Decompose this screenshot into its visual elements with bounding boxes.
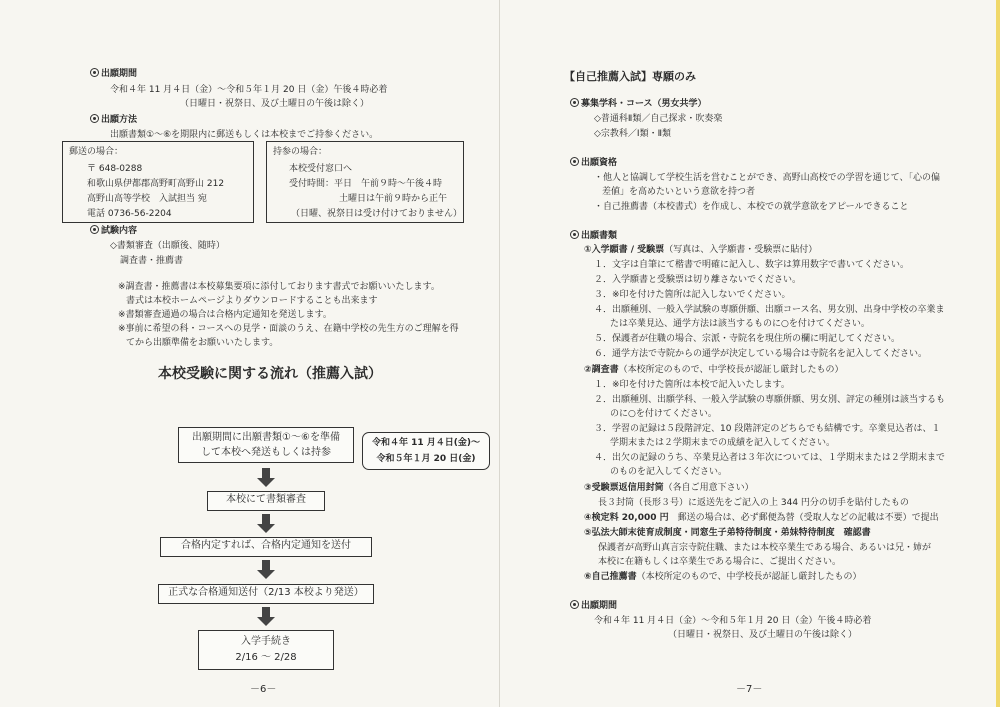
date-callout	[362, 432, 490, 470]
bullet-icon	[90, 114, 99, 123]
doc5-line-1: 保護者が高野山真言宗寺院住職、または本校卒業生である場合、あるいは兄・姉が	[598, 543, 932, 553]
apply-line1: ・他人と協調して学校生活を営むことができ、高野山高校での学習を通じて、「心の偏	[594, 173, 940, 183]
flow-step-5a: 入学手続き	[241, 636, 291, 647]
doc1-line-6: ５．保護者が住職の場合、宗派・寺院名を現住所の欄に明記してください。	[594, 334, 901, 344]
mail-phone: 電話 0736-56-2204	[87, 209, 172, 219]
bring-line4: （日曜、祝祭日は受け付けておりません）	[291, 209, 463, 219]
doc2-line-3: のに○を付けてください。	[610, 409, 717, 419]
doc5-line-2: 本校に在籍もしくは卒業生である場合に、ご提出ください。	[598, 557, 842, 567]
exam-line2: 調査書・推薦書	[120, 256, 184, 266]
mail-address: 和歌山県伊都郡高野町高野山 212	[87, 179, 225, 189]
doc2-line-5: 学期末または２学期末までの成績を記入してください。	[610, 438, 836, 448]
bring-line2: 受付時間：平日 午前９時～午後４時	[289, 179, 443, 189]
bullet-icon	[90, 68, 99, 77]
courses-line2: ◇宗教科／Ⅰ類・Ⅱ類	[594, 129, 672, 139]
right-page	[500, 0, 1000, 707]
exam-line1: ◇書類審査（出願後、随時）	[110, 241, 225, 251]
note-2: 書式は本校ホームページよりダウンロードすることも出来ます	[126, 296, 378, 306]
doc1-line-1: １．文字は自筆にて楷書で明確に記入し、数字は算用数字で書いてください。	[594, 260, 910, 270]
flow-title: 本校受験に関する流れ（推薦入試）	[158, 366, 382, 382]
apply-heading: 出願資格	[570, 157, 617, 169]
apply-line3: ・自己推薦書（本校書式）を作成し、本校での就学意欲をアピールできること	[594, 202, 909, 212]
doc1-line-4: ４．出願種別、一般入学試験の専願併願、出願コース名、男女別、出身中学校の卒業ま	[594, 305, 945, 315]
bullet-icon	[570, 157, 579, 166]
bring-title: 持参の場合：	[273, 147, 328, 157]
courses-heading: 募集学科・コース（男女共学）	[570, 98, 707, 110]
mail-title: 郵送の場合：	[69, 147, 124, 157]
period-line: 令和４年 11 月４日（金）～令和５年１月 20 日（金）午後４時必着	[110, 85, 388, 95]
period-heading: 出願期間	[90, 68, 137, 80]
mail-recipient: 高野山高等学校 入試担当 宛	[87, 194, 207, 204]
flow-step-1a: 出願期間に出願書類①～⑥を準備	[192, 432, 340, 443]
doc-item-2: ②調査書（本校所定のもので、中学校長が認証し厳封したもの）	[584, 365, 844, 375]
docs-heading: 出願書類	[570, 230, 617, 242]
page-number-left: －6－	[250, 684, 277, 695]
doc-item-3: ③受験票返信用封筒（各自ご用意下さい）	[584, 483, 754, 493]
flow-step-1b: して本校へ発送もしくは持参	[201, 447, 331, 458]
right-period-heading: 出願期間	[570, 600, 617, 612]
callout-line-1: 令和４年 11 月４日(金)～	[371, 438, 481, 448]
note-5: てから出願準備をお願いいたします。	[126, 338, 279, 348]
bring-box	[266, 141, 464, 223]
apply-line2: 差値」を高めたいという意欲を持つ者	[602, 187, 756, 197]
doc1-line-5: たは卒業見込、通学方法は該当するものに○を付けてください。	[610, 319, 870, 329]
bullet-icon	[570, 600, 579, 609]
doc-item-6: ⑥自己推薦書（本校所定のもので、中学校長が認証し厳封したもの）	[584, 572, 862, 582]
flow-step-5b: 2/16 ～ 2/28	[235, 652, 297, 663]
exam-heading: 試験内容	[90, 225, 137, 237]
doc-item-4: ④検定料 20,000 円 郵送の場合は、必ず郵便為替（受取人などの記載は不要）で提出	[584, 513, 939, 523]
bring-line1: 本校受付窓口へ	[289, 164, 353, 174]
bullet-icon	[90, 225, 99, 234]
right-title: 【自己推薦入試】専願のみ	[564, 70, 696, 83]
mail-box	[62, 141, 254, 223]
bullet-icon	[570, 230, 579, 239]
flow-step-4: 正式な合格通知送付（2/13 本校より発送）	[158, 584, 374, 604]
method-line: 出願書類①～⑥を期限内に郵送もしくは本校までご持参ください。	[110, 130, 379, 140]
page-number-right: －7－	[736, 684, 763, 695]
doc1-line-7: ６．通学方法で寺院からの通学が決定している場合は寺院名を記入してください。	[594, 349, 928, 359]
doc1-line-3: ３．※印を付けた箇所は記入しないでください。	[594, 290, 791, 300]
mail-zip: 〒 648-0288	[87, 164, 143, 174]
right-period-line: 令和４年 11 月４日（金）～令和５年１月 20 日（金）午後４時必着	[594, 616, 872, 626]
page-edge-highlight	[996, 0, 1000, 707]
doc-item-5: ⑤弘法大師末徒育成制度・同窓生子弟特待制度・弟妹特待制度 確認書	[584, 528, 871, 538]
bring-line3: 土曜日は午前９時から正午	[339, 194, 448, 204]
note-4: ※事前に希望の科・コースへの見学・面談のうえ、在籍中学校の先生方のご理解を得	[118, 324, 459, 334]
period-note: （日曜日・祝祭日、及び土曜日の午後は除く）	[180, 99, 370, 109]
note-3: ※書類審査通過の場合は合格内定通知を発送します。	[118, 310, 332, 320]
note-1: ※調査書・推薦書は本校募集要項に添付しております書式でお願いいたします。	[118, 282, 440, 292]
doc2-line-4: ３．学習の記録は５段階評定、10 段階評定のどちらでも結構です。卒業見込者は、１	[594, 424, 941, 434]
doc2-line-1: １．※印を付けた箇所は本校で記入いたします。	[594, 380, 790, 390]
doc2-line-2: ２．出願種別、出願学科、一般入学試験の専願併願、男女別、評定の種別は該当するも	[594, 395, 946, 405]
callout-line-2: 令和５年１月 20 日(金)	[376, 454, 476, 464]
flow-step-1	[178, 427, 354, 463]
doc3-line: 長３封筒（長形３号）に返送先をご記入の上 344 円分の切手を貼付したもの	[598, 498, 909, 508]
bullet-icon	[570, 98, 579, 107]
doc2-line-7: のものを記入してください。	[610, 467, 728, 477]
flow-step-5	[198, 630, 334, 670]
courses-line1: ◇普通科Ⅱ類／自己探求・吹奏楽	[594, 114, 723, 124]
doc-item-1: ①入学願書 / 受験票（写真は、入学願書・受験票に貼付）	[584, 245, 818, 255]
doc1-line-2: ２．入学願書と受験票は切り離さないでください。	[594, 275, 802, 285]
method-heading: 出願方法	[90, 114, 137, 126]
flow-step-3: 合格内定すれば、合格内定通知を送付	[160, 537, 372, 557]
right-period-note: （日曜日・祝祭日、及び土曜日の午後は除く）	[668, 630, 858, 640]
flow-step-2: 本校にて書類審査	[207, 491, 325, 511]
doc2-line-6: ４．出欠の記録のうち、卒業見込者は３年次については、１学期末または２学期末まで	[594, 453, 945, 463]
